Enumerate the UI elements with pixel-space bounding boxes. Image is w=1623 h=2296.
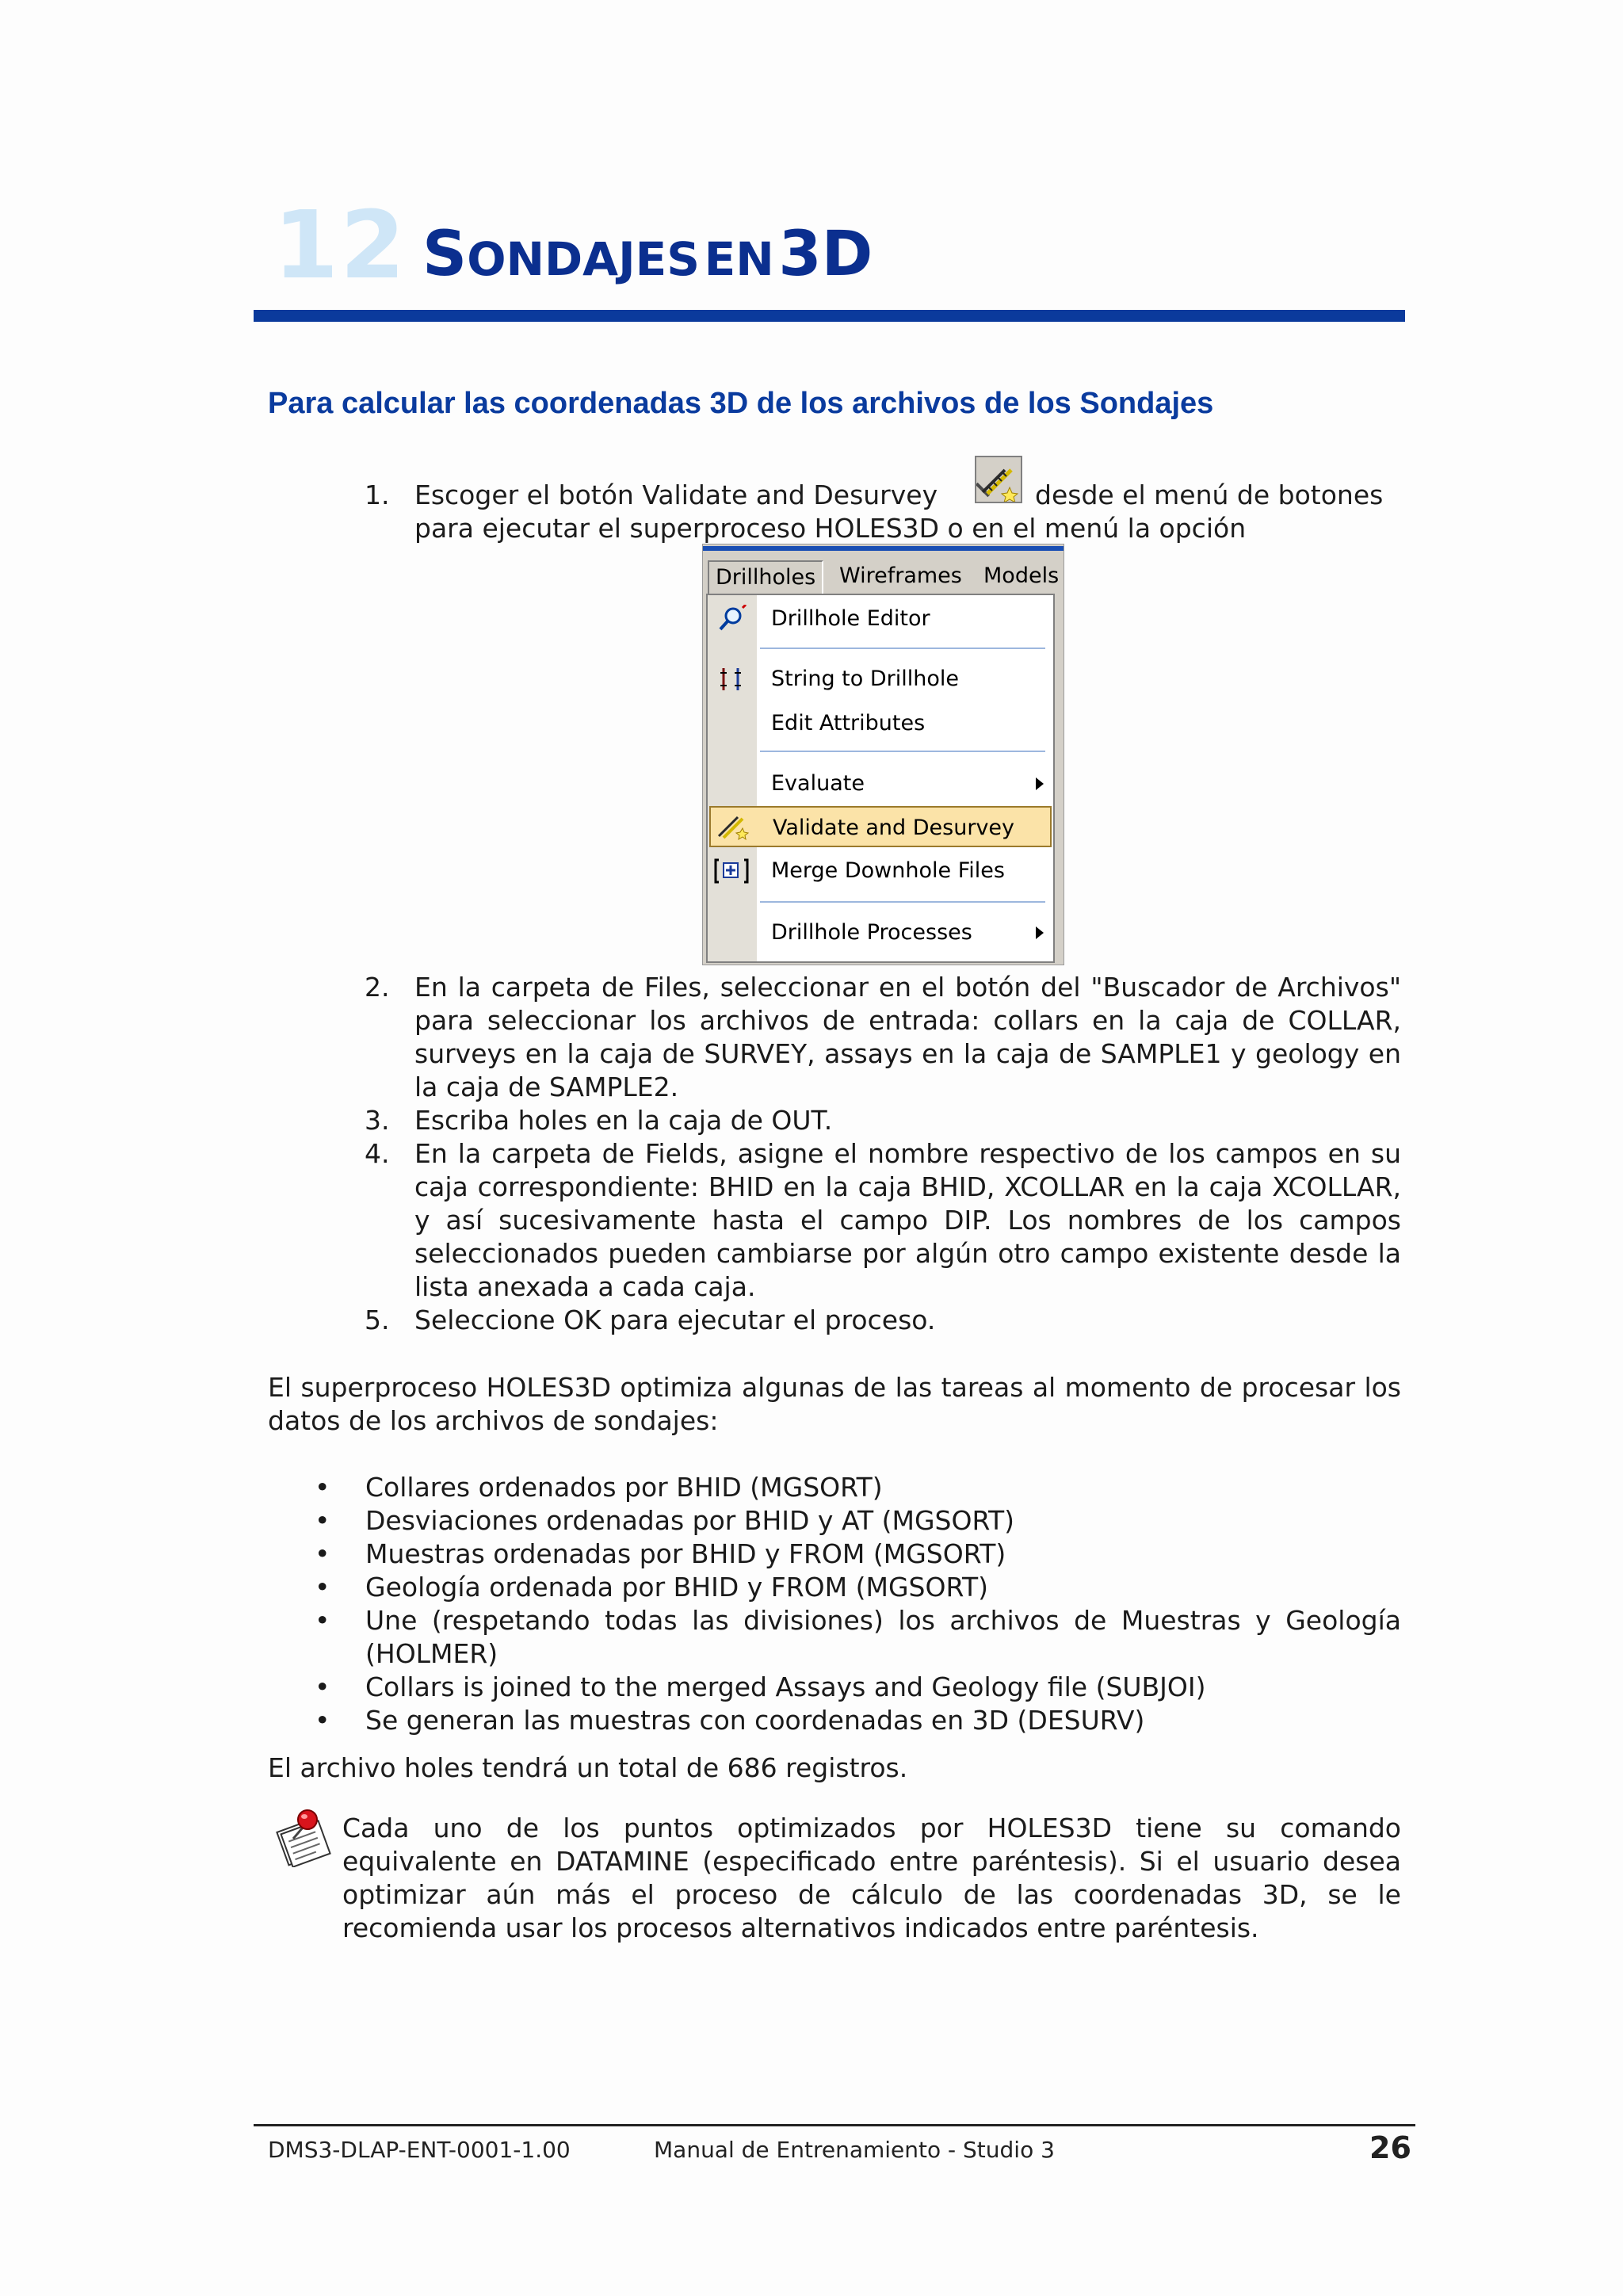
menu-separator — [760, 901, 1045, 903]
bullet-icon: • — [315, 1538, 330, 1569]
drillhole-editor-icon — [714, 605, 749, 633]
menu-item-label: Evaluate — [771, 771, 865, 796]
drillholes-menu-screenshot — [702, 544, 1064, 965]
menu-item-edit-attributes[interactable] — [708, 703, 1053, 744]
menu-item-label: String to Drillhole — [771, 667, 959, 691]
merge-files-icon — [714, 857, 749, 885]
step1-text-a: Escoger el botón Validate and Desurvey — [414, 479, 938, 510]
validate-desurvey-icon — [716, 812, 750, 841]
bullet-item: Collars is joined to the merged Assays and Geology file (SUBJOI) — [365, 1671, 1206, 1702]
drillholes-dropdown — [706, 594, 1055, 963]
bullet-icon: • — [315, 1572, 330, 1603]
step1-text-c: para ejecutar el superproceso HOLES3D o en el menú la opción — [414, 513, 1247, 544]
footer-document-code: DMS3-DLAP-ENT-0001-1.00 — [268, 2137, 571, 2163]
footer-page-number: 26 — [1369, 2130, 1411, 2165]
title-initial: S — [422, 219, 468, 290]
step1-text-b: desde el menú de botones — [1035, 479, 1384, 510]
bullet-item: Muestras ordenadas por BHID y FROM (MGSORT) — [365, 1538, 1006, 1569]
section-subheading: Para calcular las coordenadas 3D de los archivos de los Sondajes — [268, 387, 1214, 420]
step-text: En la carpeta de Files, seleccionar en el botón del "Buscador de Archivos" para seleccionar los archivos de entrada: collars en la caja de COLLAR, surveys en la caja de SURVEY, assays en la caja de SAMPLE1 y geology en la caja de SAMPLE2. — [414, 972, 1401, 1102]
menubar-wireframes[interactable]: Wireframes — [839, 563, 962, 588]
menubar-drillholes[interactable]: Drillholes — [708, 560, 823, 594]
footer-rule — [254, 2124, 1415, 2126]
footer-manual-title: Manual de Entrenamiento - Studio 3 — [654, 2137, 1055, 2163]
menu-item-label: Merge Downhole Files — [771, 858, 1005, 883]
bullet-icon: • — [315, 1705, 330, 1736]
bullet-icon: • — [315, 1671, 330, 1702]
step-number: 1. — [365, 479, 390, 510]
intro-paragraph: El superproceso HOLES3D optimiza algunas de las tareas al momento de procesar los datos de los archivos de sondajes: — [268, 1372, 1401, 1436]
pushpin-note-icon — [266, 1804, 336, 1867]
step-number: 5. — [365, 1305, 390, 1335]
chapter-title — [422, 219, 873, 290]
bullet-icon: • — [315, 1505, 330, 1536]
heading-rule — [254, 310, 1405, 322]
step-text: En la carpeta de Fields, asigne el nombre respectivo de los campos en su caja correspondiente: BHID en la caja BHID, XCOLLAR en la caja XCOLLAR, y así sucesivamente hasta el campo DIP. Los nombres de los campos seleccionados pueden cambiarse por algún otro campo existente desde la lista anexada a cada caja. — [414, 1138, 1401, 1302]
bullet-item: Collares ordenados por BHID (MGSORT) — [365, 1472, 883, 1503]
menubar-models[interactable]: Models — [983, 563, 1060, 588]
step-text: Escriba holes en la caja de OUT. — [414, 1105, 833, 1136]
menu-separator — [760, 648, 1045, 649]
step-number: 2. — [365, 972, 390, 1003]
menu-item-label: Drillhole Processes — [771, 920, 972, 945]
bullet-icon: • — [315, 1472, 330, 1503]
step-text: Seleccione OK para ejecutar el proceso. — [414, 1305, 936, 1335]
bullet-item: Desviaciones ordenadas por BHID y AT (MGSORT) — [365, 1505, 1015, 1536]
step-number: 4. — [365, 1138, 390, 1169]
menu-item-drillhole-processes[interactable] — [708, 912, 1053, 953]
bullet-item: Geología ordenada por BHID y FROM (MGSORT) — [365, 1572, 989, 1603]
menu-bar-highlight — [703, 546, 1064, 551]
menu-item-drillhole-editor[interactable] — [708, 598, 1053, 640]
tip-text: Cada uno de los puntos optimizados por HOLES3D tiene su comando equivalente en DATAMINE (especificado entre paréntesis). Si el usuario desea optimizar aún más el proceso de cálculo de las coordenadas 3D, se le recomienda usar los procesos alternativos indicados entre paréntesis. — [342, 1813, 1401, 1943]
menu-item-label: Validate and Desurvey — [773, 816, 1015, 840]
menu-item-validate-and-desurvey[interactable] — [709, 806, 1052, 847]
validate-desurvey-icon — [975, 456, 1022, 503]
title-rest: ONDAJES — [467, 232, 701, 286]
submenu-arrow-icon — [1036, 926, 1044, 939]
menu-item-label: Edit Attributes — [771, 711, 926, 735]
menu-item-string-to-drillhole[interactable] — [708, 659, 1053, 700]
title-3d: 3D — [778, 219, 873, 290]
bullet-item: Une (respetando todas las divisiones) los archivos de Muestras y Geología (HOLMER) — [365, 1605, 1401, 1669]
menu-item-evaluate[interactable] — [708, 763, 1053, 804]
title-en: EN — [704, 232, 774, 286]
chapter-number: 12 — [273, 190, 407, 300]
submenu-arrow-icon — [1036, 777, 1044, 790]
menu-item-label: Drillhole Editor — [771, 606, 930, 631]
bullet-icon: • — [315, 1605, 330, 1636]
records-paragraph: El archivo holes tendrá un total de 686 registros. — [268, 1752, 908, 1783]
step-number: 3. — [365, 1105, 390, 1136]
bullet-item: Se generan las muestras con coordenadas en 3D (DESURV) — [365, 1705, 1145, 1736]
menu-item-merge-downhole-files[interactable] — [708, 850, 1053, 892]
menu-separator — [760, 751, 1045, 752]
string-to-drillhole-icon — [714, 665, 749, 693]
